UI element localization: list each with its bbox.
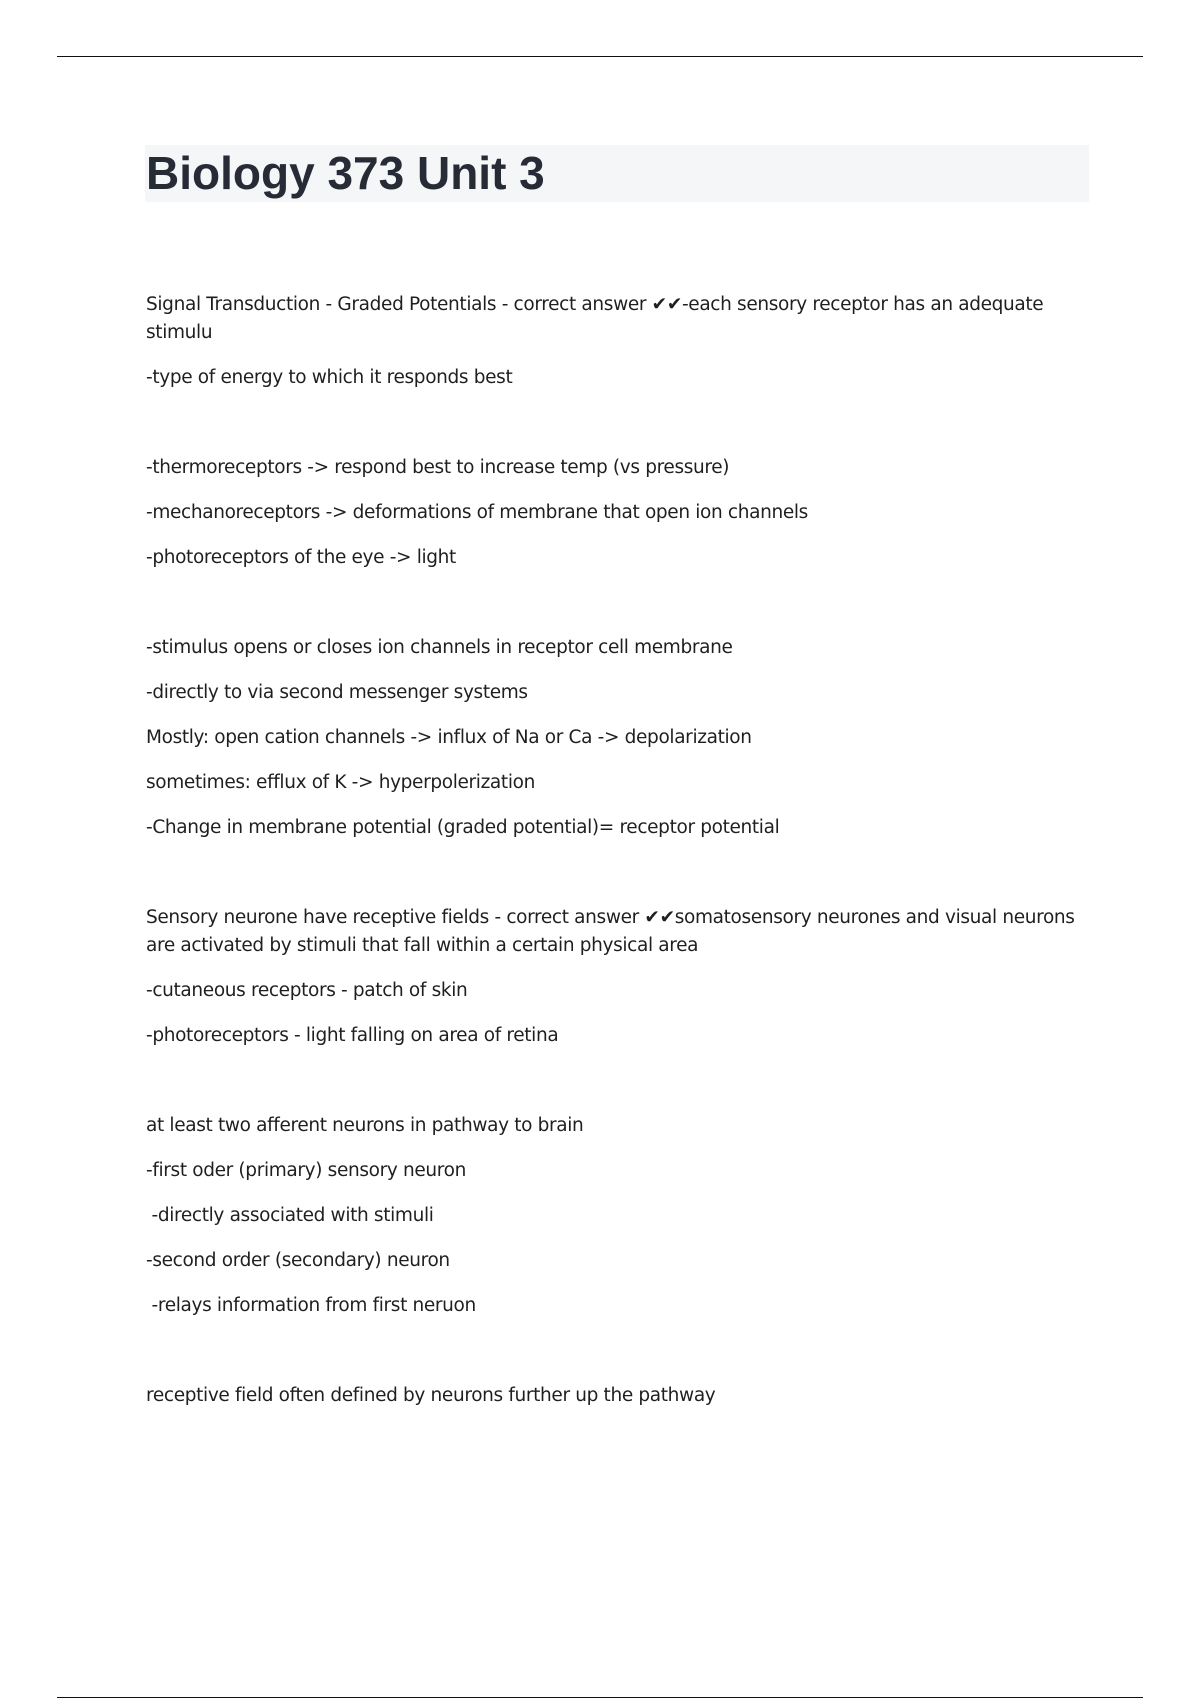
document-title: Biology 373 Unit 3 [146,147,545,199]
bottom-rule [57,1697,1143,1698]
paragraph-line: at least two afferent neurons in pathway to brain [146,1115,584,1136]
paragraph-line: receptive field often defined by neurons further up the pathway [146,1385,716,1406]
paragraph-line: -mechanoreceptors -> deformations of membrane that open ion channels [146,502,808,523]
paragraph-line: -second order (secondary) neuron [146,1250,450,1271]
block-gap [146,409,1086,454]
paragraph-line: Sensory neurone have receptive fields - correct answer ✔✔somatosensory neurones and visual neurons are activated by stimuli that fall within a certain physical area [146,907,1081,956]
paragraph-line: -thermoreceptors -> respond best to increase temp (vs pressure) [146,457,730,478]
block-gap [146,589,1086,634]
paragraph-line: Signal Transduction - Graded Potentials - correct answer ✔✔-each sensory receptor has an adequate stimulu [146,294,1049,343]
paragraph-line: -stimulus opens or closes ion channels in receptor cell membrane [146,637,733,658]
paragraph-line: -photoreceptors of the eye -> light [146,547,456,568]
block-gap [146,1337,1086,1382]
block-gap [146,1067,1086,1112]
document-body [146,291,1086,1427]
paragraph-line: -directly to via second messenger systems [146,682,528,703]
paragraph-line: Mostly: open cation channels -> influx of Na or Ca -> depolarization [146,727,752,748]
paragraph-line: -relays information from first neruon [146,1295,476,1316]
paragraph-line: -first oder (primary) sensory neuron [146,1160,466,1181]
paragraph-line: -directly associated with stimuli [146,1205,434,1226]
paragraph-line: -photoreceptors - light falling on area of retina [146,1025,559,1046]
paragraph-line: -cutaneous receptors - patch of skin [146,980,468,1001]
block-gap [146,859,1086,904]
paragraph-line: -type of energy to which it responds best [146,367,513,388]
paragraph-line: sometimes: efflux of K -> hyperpolerization [146,772,535,793]
top-rule [57,56,1143,57]
paragraph-line: -Change in membrane potential (graded potential)= receptor potential [146,817,780,838]
